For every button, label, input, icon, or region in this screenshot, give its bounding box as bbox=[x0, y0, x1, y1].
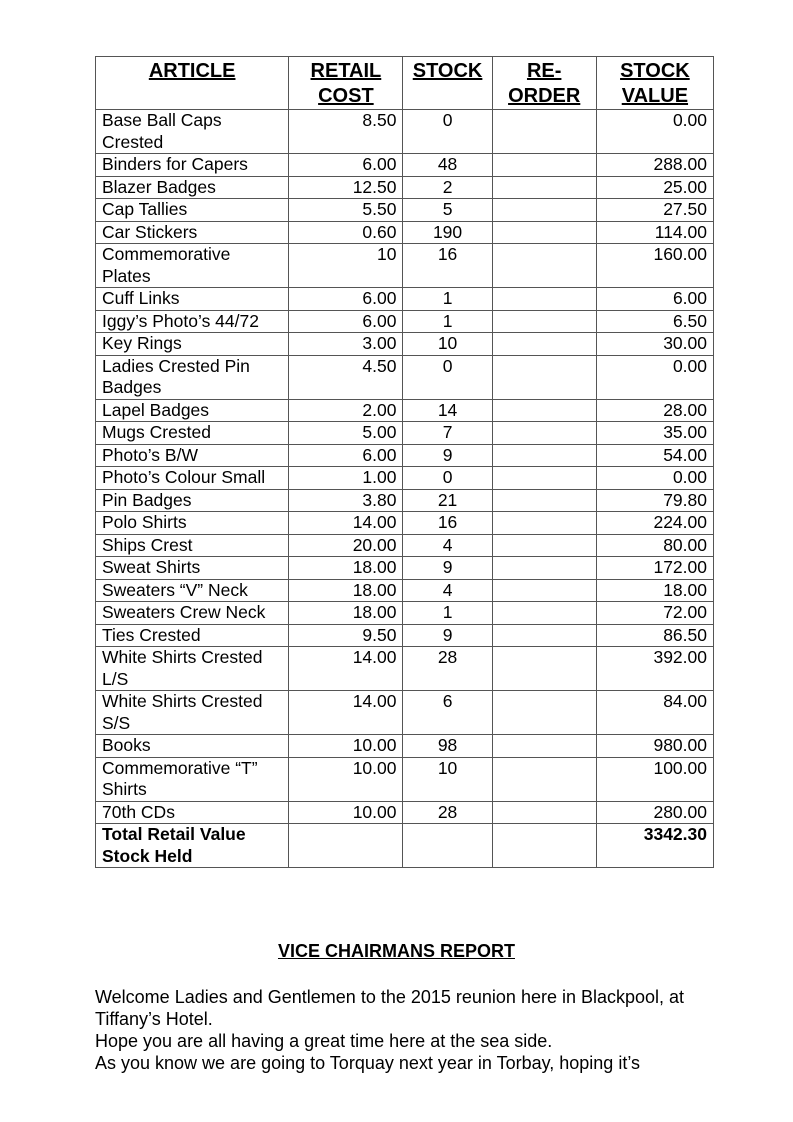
stock-table bbox=[95, 56, 714, 868]
cell-retail-cost: 18.00 bbox=[289, 579, 403, 602]
table-row bbox=[96, 602, 714, 625]
cell-stock-value: 0.00 bbox=[596, 110, 713, 154]
cell-re-order bbox=[492, 624, 596, 647]
cell-re-order bbox=[492, 110, 596, 154]
cell-stock: 10 bbox=[403, 757, 492, 801]
cell-stock: 6 bbox=[403, 691, 492, 735]
cell-re-order bbox=[492, 534, 596, 557]
cell-stock-value: 0.00 bbox=[596, 355, 713, 399]
header-re-order: RE-ORDER bbox=[492, 57, 596, 110]
cell-article: Key Rings bbox=[96, 333, 289, 356]
cell-stock-value: 79.80 bbox=[596, 489, 713, 512]
cell-stock-value: 72.00 bbox=[596, 602, 713, 625]
cell-article: Commemorative Plates bbox=[96, 244, 289, 288]
cell-re-order bbox=[492, 355, 596, 399]
cell-retail-cost: 18.00 bbox=[289, 557, 403, 580]
cell-stock: 16 bbox=[403, 512, 492, 535]
table-row bbox=[96, 310, 714, 333]
total-label: Total Retail Value Stock Held bbox=[96, 824, 289, 868]
table-row bbox=[96, 691, 714, 735]
cell-re-order bbox=[492, 757, 596, 801]
table-header-row bbox=[96, 57, 714, 110]
cell-stock: 9 bbox=[403, 624, 492, 647]
cell-re-order bbox=[492, 221, 596, 244]
cell-stock-value: 18.00 bbox=[596, 579, 713, 602]
cell-stock-value: 172.00 bbox=[596, 557, 713, 580]
cell-retail-cost: 10.00 bbox=[289, 801, 403, 824]
cell-stock: 4 bbox=[403, 579, 492, 602]
header-stock-value: STOCK VALUE bbox=[596, 57, 713, 110]
cell-retail-cost: 1.00 bbox=[289, 467, 403, 490]
cell-retail-cost: 12.50 bbox=[289, 176, 403, 199]
cell-article: Blazer Badges bbox=[96, 176, 289, 199]
table-row bbox=[96, 110, 714, 154]
cell-retail-cost: 10 bbox=[289, 244, 403, 288]
table-row bbox=[96, 199, 714, 222]
cell-article: Lapel Badges bbox=[96, 399, 289, 422]
cell-article: Ships Crest bbox=[96, 534, 289, 557]
cell-stock: 10 bbox=[403, 333, 492, 356]
table-row bbox=[96, 467, 714, 490]
cell-stock-value: 280.00 bbox=[596, 801, 713, 824]
cell-re-order bbox=[492, 333, 596, 356]
cell-re-order bbox=[492, 310, 596, 333]
cell-stock: 28 bbox=[403, 647, 492, 691]
cell-stock-value: 100.00 bbox=[596, 757, 713, 801]
cell-retail-cost: 5.50 bbox=[289, 199, 403, 222]
table-row bbox=[96, 221, 714, 244]
cell-article: Sweaters Crew Neck bbox=[96, 602, 289, 625]
cell-re-order bbox=[492, 691, 596, 735]
cell-stock: 98 bbox=[403, 735, 492, 758]
cell-article: White Shirts Crested S/S bbox=[96, 691, 289, 735]
cell-article: Iggy’s Photo’s 44/72 bbox=[96, 310, 289, 333]
cell-retail-cost: 14.00 bbox=[289, 691, 403, 735]
cell-retail-cost: 14.00 bbox=[289, 512, 403, 535]
cell-stock-value: 25.00 bbox=[596, 176, 713, 199]
cell-re-order bbox=[492, 801, 596, 824]
cell-stock-value: 160.00 bbox=[596, 244, 713, 288]
cell-re-order bbox=[492, 602, 596, 625]
cell-article: Books bbox=[96, 735, 289, 758]
cell-re-order bbox=[492, 512, 596, 535]
cell-stock: 4 bbox=[403, 534, 492, 557]
cell-stock: 0 bbox=[403, 110, 492, 154]
report-paragraph: As you know we are going to Torquay next year in Torbay, hoping it’s bbox=[95, 1053, 640, 1073]
table-row bbox=[96, 557, 714, 580]
cell-retail-cost: 18.00 bbox=[289, 602, 403, 625]
table-row bbox=[96, 534, 714, 557]
total-reorder-cell bbox=[492, 824, 596, 868]
report-body bbox=[95, 986, 735, 1074]
header-article: ARTICLE bbox=[96, 57, 289, 110]
cell-article: Ladies Crested Pin Badges bbox=[96, 355, 289, 399]
cell-article: Photo’s B/W bbox=[96, 444, 289, 467]
cell-article: Mugs Crested bbox=[96, 422, 289, 445]
cell-stock-value: 27.50 bbox=[596, 199, 713, 222]
cell-stock-value: 54.00 bbox=[596, 444, 713, 467]
table-row bbox=[96, 333, 714, 356]
table-row bbox=[96, 399, 714, 422]
cell-retail-cost: 5.00 bbox=[289, 422, 403, 445]
cell-stock: 9 bbox=[403, 444, 492, 467]
table-row bbox=[96, 757, 714, 801]
cell-re-order bbox=[492, 735, 596, 758]
cell-article: Binders for Capers bbox=[96, 154, 289, 177]
cell-stock-value: 35.00 bbox=[596, 422, 713, 445]
cell-stock: 7 bbox=[403, 422, 492, 445]
total-stock-cell bbox=[403, 824, 492, 868]
cell-article: Sweat Shirts bbox=[96, 557, 289, 580]
cell-re-order bbox=[492, 557, 596, 580]
table-row bbox=[96, 801, 714, 824]
report-paragraph: Welcome Ladies and Gentlemen to the 2015 reunion here in Blackpool, at Tiffany’s Hotel. bbox=[95, 987, 685, 1029]
cell-retail-cost: 14.00 bbox=[289, 647, 403, 691]
cell-stock: 1 bbox=[403, 602, 492, 625]
cell-re-order bbox=[492, 399, 596, 422]
cell-article: Cuff Links bbox=[96, 288, 289, 311]
total-retail-cell bbox=[289, 824, 403, 868]
table-row bbox=[96, 176, 714, 199]
cell-article: 70th CDs bbox=[96, 801, 289, 824]
cell-stock: 1 bbox=[403, 310, 492, 333]
cell-article: Ties Crested bbox=[96, 624, 289, 647]
table-row bbox=[96, 624, 714, 647]
cell-stock: 190 bbox=[403, 221, 492, 244]
cell-stock: 14 bbox=[403, 399, 492, 422]
cell-stock: 1 bbox=[403, 288, 492, 311]
cell-article: Photo’s Colour Small bbox=[96, 467, 289, 490]
table-row bbox=[96, 444, 714, 467]
cell-stock: 21 bbox=[403, 489, 492, 512]
report-paragraph: Hope you are all having a great time here at the sea side. bbox=[95, 1031, 553, 1051]
cell-stock-value: 114.00 bbox=[596, 221, 713, 244]
cell-retail-cost: 3.00 bbox=[289, 333, 403, 356]
cell-retail-cost: 6.00 bbox=[289, 154, 403, 177]
cell-re-order bbox=[492, 244, 596, 288]
cell-stock-value: 6.00 bbox=[596, 288, 713, 311]
table-row bbox=[96, 288, 714, 311]
cell-re-order bbox=[492, 199, 596, 222]
report-title: VICE CHAIRMANS REPORT bbox=[277, 941, 515, 961]
cell-stock: 0 bbox=[403, 467, 492, 490]
table-row bbox=[96, 422, 714, 445]
cell-article: Car Stickers bbox=[96, 221, 289, 244]
cell-retail-cost: 9.50 bbox=[289, 624, 403, 647]
cell-re-order bbox=[492, 288, 596, 311]
cell-stock-value: 30.00 bbox=[596, 333, 713, 356]
cell-article: Sweaters “V” Neck bbox=[96, 579, 289, 602]
cell-stock-value: 288.00 bbox=[596, 154, 713, 177]
cell-re-order bbox=[492, 444, 596, 467]
cell-article: Base Ball Caps Crested bbox=[96, 110, 289, 154]
cell-stock: 16 bbox=[403, 244, 492, 288]
table-row bbox=[96, 154, 714, 177]
cell-retail-cost: 8.50 bbox=[289, 110, 403, 154]
table-row bbox=[96, 244, 714, 288]
cell-retail-cost: 6.00 bbox=[289, 288, 403, 311]
cell-re-order bbox=[492, 176, 596, 199]
header-retail-cost: RETAIL COST bbox=[289, 57, 403, 110]
cell-retail-cost: 3.80 bbox=[289, 489, 403, 512]
table-row bbox=[96, 489, 714, 512]
cell-retail-cost: 2.00 bbox=[289, 399, 403, 422]
cell-article: Cap Tallies bbox=[96, 199, 289, 222]
cell-stock: 48 bbox=[403, 154, 492, 177]
cell-stock: 0 bbox=[403, 355, 492, 399]
cell-retail-cost: 20.00 bbox=[289, 534, 403, 557]
cell-stock: 28 bbox=[403, 801, 492, 824]
cell-re-order bbox=[492, 467, 596, 490]
total-row bbox=[96, 824, 714, 868]
cell-stock-value: 0.00 bbox=[596, 467, 713, 490]
cell-retail-cost: 10.00 bbox=[289, 735, 403, 758]
cell-re-order bbox=[492, 489, 596, 512]
cell-stock-value: 6.50 bbox=[596, 310, 713, 333]
cell-stock-value: 392.00 bbox=[596, 647, 713, 691]
cell-stock: 5 bbox=[403, 199, 492, 222]
cell-retail-cost: 6.00 bbox=[289, 310, 403, 333]
cell-stock-value: 28.00 bbox=[596, 399, 713, 422]
cell-stock-value: 224.00 bbox=[596, 512, 713, 535]
table-row bbox=[96, 735, 714, 758]
table-row bbox=[96, 512, 714, 535]
cell-retail-cost: 0.60 bbox=[289, 221, 403, 244]
cell-retail-cost: 6.00 bbox=[289, 444, 403, 467]
total-value: 3342.30 bbox=[596, 824, 713, 868]
cell-re-order bbox=[492, 154, 596, 177]
cell-re-order bbox=[492, 422, 596, 445]
cell-re-order bbox=[492, 647, 596, 691]
cell-article: Polo Shirts bbox=[96, 512, 289, 535]
cell-stock-value: 80.00 bbox=[596, 534, 713, 557]
cell-article: White Shirts Crested L/S bbox=[96, 647, 289, 691]
cell-stock-value: 980.00 bbox=[596, 735, 713, 758]
header-stock: STOCK bbox=[403, 57, 492, 110]
cell-article: Commemorative “T” Shirts bbox=[96, 757, 289, 801]
cell-re-order bbox=[492, 579, 596, 602]
cell-retail-cost: 10.00 bbox=[289, 757, 403, 801]
cell-article: Pin Badges bbox=[96, 489, 289, 512]
cell-stock-value: 86.50 bbox=[596, 624, 713, 647]
table-row bbox=[96, 355, 714, 399]
table-row bbox=[96, 647, 714, 691]
cell-stock: 9 bbox=[403, 557, 492, 580]
cell-retail-cost: 4.50 bbox=[289, 355, 403, 399]
cell-stock: 2 bbox=[403, 176, 492, 199]
table-row bbox=[96, 579, 714, 602]
cell-stock-value: 84.00 bbox=[596, 691, 713, 735]
